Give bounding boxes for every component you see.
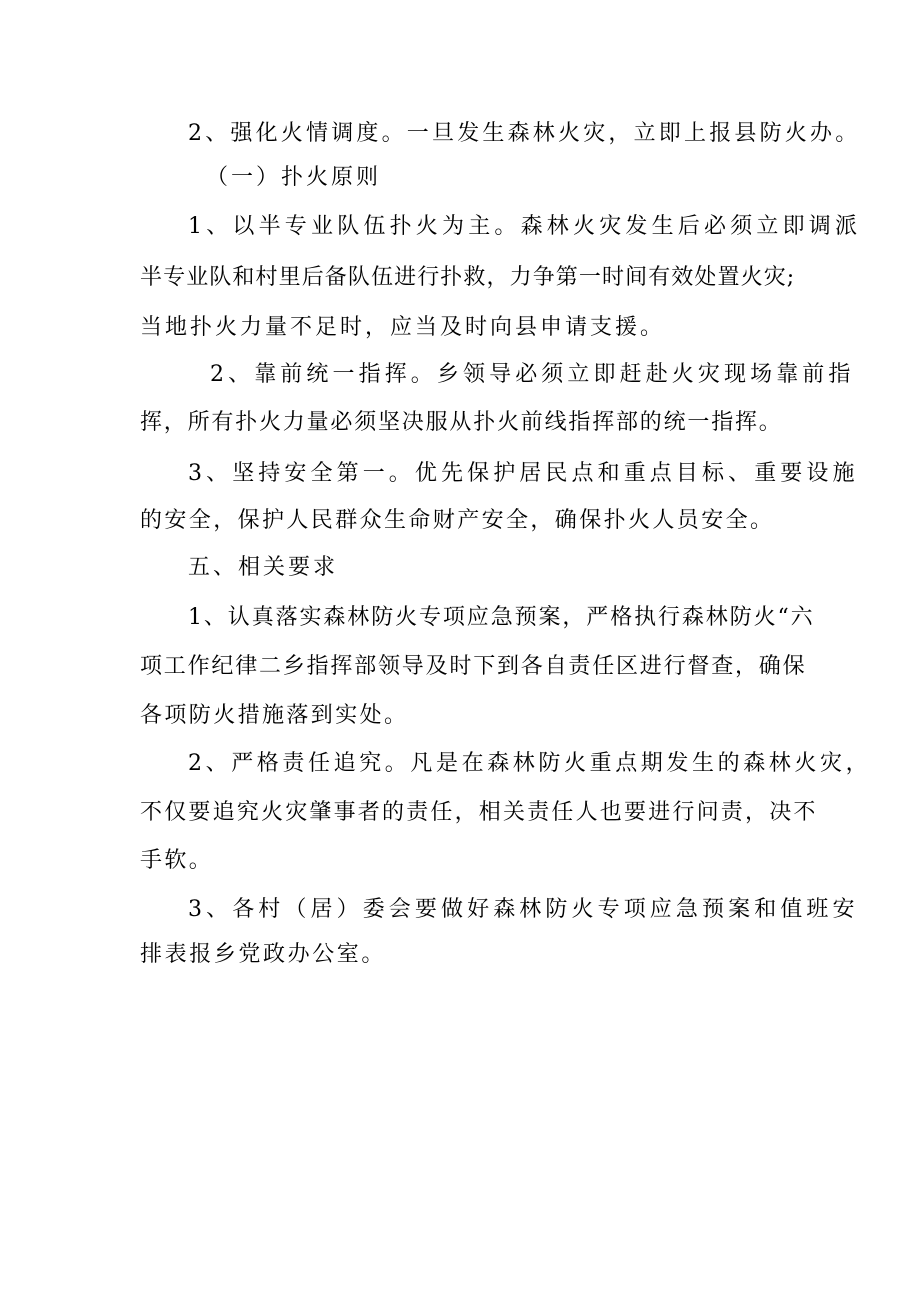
text-line: 各项防火措施落到实处。 xyxy=(140,703,409,728)
text-line: 不仅要追究火灾肇事者的责任，相关责任人也要进行问责，决不 xyxy=(140,800,818,825)
text-line: （一）扑火原则 xyxy=(206,165,382,190)
text-line: 排表报乡党政办公室。 xyxy=(140,942,387,967)
text-line: 五、相关要求 xyxy=(188,555,339,580)
text-line: 的安全，保护人民群众生命财产安全，确保扑火人员安全。 xyxy=(140,508,775,533)
text-line: 2、靠前统一指挥。乡领导必须立即赶赴火灾现场靠前指 xyxy=(210,362,855,387)
text-line: 挥，所有扑火力量必须坚决服从扑火前线指挥部的统一指挥。 xyxy=(140,410,783,435)
text-line: 2、强化火情调度。一旦发生森林火灾，立即上报县防火办。 xyxy=(188,121,861,146)
text-line: 当地扑火力量不足时，应当及时向县申请支援。 xyxy=(140,315,666,340)
text-line: 手软。 xyxy=(140,848,214,873)
text-line: 1、认真落实森林防火专项应急预案，严格执行森林防火“六 xyxy=(188,605,815,630)
text-line: 1、以半专业队伍扑火为主。森林火灾发生后必须立即调派 xyxy=(188,214,862,239)
text-line: 半专业队和村里后备队伍进行扑救，力争第一时间有效处置火灾; xyxy=(140,265,796,290)
text-line: 项工作纪律二乡指挥部领导及时下到各自责任区进行督查，确保 xyxy=(140,654,807,679)
text-line: 2、严格责任追究。凡是在森林防火重点期发生的森林火灾， xyxy=(188,751,872,776)
text-line: 3、各村（居）委会要做好森林防火专项应急预案和值班安 xyxy=(188,897,859,922)
text-line: 3、坚持安全第一。优先保护居民点和重点目标、重要设施 xyxy=(188,461,859,486)
